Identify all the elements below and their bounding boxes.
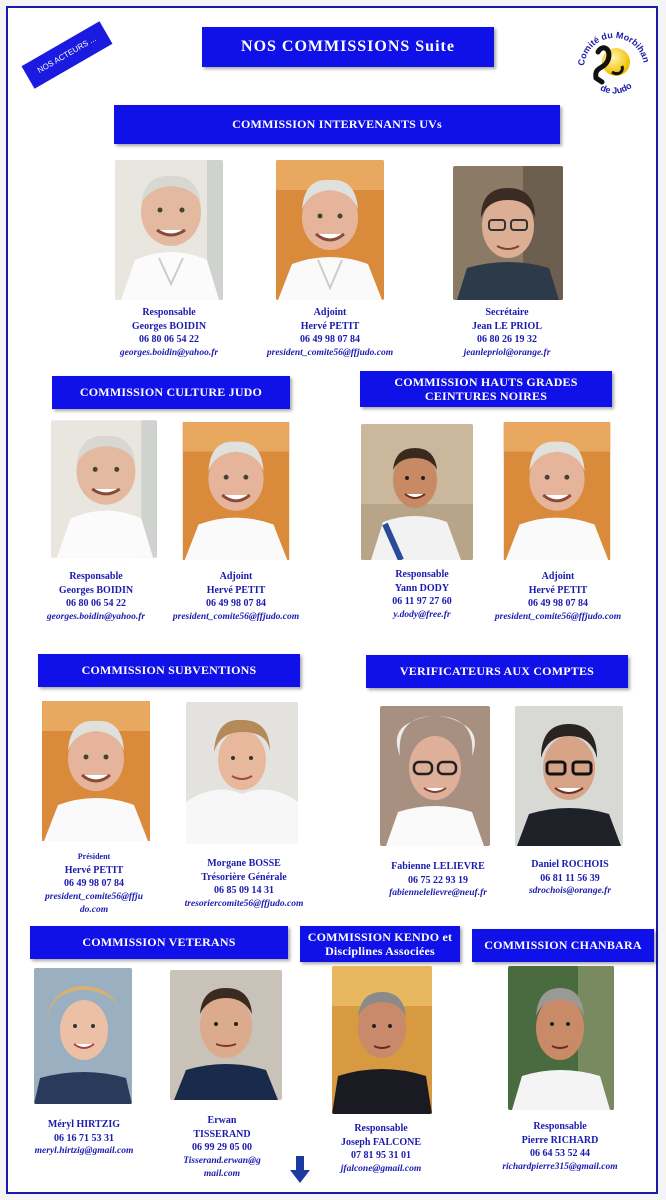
caption-uv-adjoint: Adjoint Hervé PETIT 06 49 98 07 84 president_comite56@ffjudo.com xyxy=(245,306,415,360)
nos-acteurs-badge[interactable]: NOS ACTEURS ... xyxy=(22,21,113,89)
caption-kendo-responsable: Responsable Joseph FALCONE 07 81 95 31 01 jfalcone@gmail.com xyxy=(316,1122,446,1176)
email-link[interactable]: mail.com xyxy=(203,1169,241,1179)
email-link[interactable]: y.dody@free.fr xyxy=(393,609,451,620)
page-title: NOS COMMISSIONS Suite xyxy=(202,27,494,67)
email-link[interactable]: georges.boidin@yahoo.fr xyxy=(46,611,146,622)
photo-fabienne-lelievre xyxy=(380,706,490,846)
svg-text:de Judo: de Judo xyxy=(598,80,634,96)
photo-jean-le-priol xyxy=(453,166,563,300)
caption-hg-responsable: Responsable Yann DODY 06 11 97 27 60 y.dody@free.fr xyxy=(350,568,494,622)
caption-uv-responsable: Responsable Georges BOIDIN 06 80 06 54 22 georges.boidin@yahoo.fr xyxy=(94,306,244,360)
photo-herve-petit-2 xyxy=(182,422,290,560)
photo-herve-petit xyxy=(276,160,384,300)
photo-georges-boidin-2 xyxy=(51,420,157,558)
photo-georges-boidin xyxy=(115,160,223,300)
photo-meryl-hirtzig xyxy=(34,968,132,1104)
commission-subventions-banner: COMMISSION SUBVENTIONS xyxy=(38,654,300,687)
photo-herve-petit-4 xyxy=(42,700,150,842)
photo-joseph-falcone xyxy=(332,966,432,1114)
caption-culture-adjoint: Adjoint Hervé PETIT 06 49 98 07 84 president_comite56@ffjudo.com xyxy=(156,570,316,624)
email-link[interactable]: do.com xyxy=(79,905,109,915)
caption-chanbara-responsable: Responsable Pierre RICHARD 06 64 53 52 44 richardpierre315@gmail.com xyxy=(480,1120,640,1174)
verificateurs-banner: VERIFICATEURS AUX COMPTES xyxy=(366,655,628,688)
photo-yann-dody xyxy=(361,424,473,560)
caption-culture-responsable: Responsable Georges BOIDIN 06 80 06 54 22 georges.boidin@yahoo.fr xyxy=(24,570,168,624)
email-link[interactable]: georges.boidin@yahoo.fr xyxy=(119,347,219,358)
caption-verificateur-1: Fabienne LELIEVRE 06 75 22 93 19 fabiennelelievre@neuf.fr xyxy=(368,860,508,901)
arrow-down-icon[interactable] xyxy=(288,1156,312,1184)
photo-daniel-rochois xyxy=(515,706,623,846)
email-link[interactable]: president_comite56@ffjudo.com xyxy=(266,347,394,358)
email-link[interactable]: jeanlepriol@orange.fr xyxy=(463,347,551,358)
caption-veteran-2: Erwan TISSERAND 06 99 29 05 00 Tisserand.erwan@g mail.com xyxy=(160,1114,284,1182)
caption-uv-secretaire: Secrétaire Jean LE PRIOL 06 80 26 19 32 jeanlepriol@orange.fr xyxy=(432,306,582,360)
caption-veteran-1: Méryl HIRTZIG 06 16 71 53 31 meryl.hirtzig@gmail.com xyxy=(14,1118,154,1159)
photo-erwan-tisserand xyxy=(170,970,282,1100)
email-link[interactable]: fabiennelelievre@neuf.fr xyxy=(389,888,487,898)
svg-text:Comité du Morbihan: Comité du Morbihan xyxy=(576,29,652,67)
email-link[interactable]: tresoriercomite56@ffjudo.com xyxy=(184,898,304,909)
email-link[interactable]: president_comite56@ffjudo.com xyxy=(494,611,622,622)
caption-verificateur-2: Daniel ROCHOIS 06 81 11 56 39 sdrochois@orange.fr xyxy=(500,858,640,899)
comite-logo-icon xyxy=(572,22,656,106)
email-link[interactable]: Tisserand.erwan@g xyxy=(183,1155,261,1166)
commission-hauts-grades-banner: COMMISSION HAUTS GRADES CEINTURES NOIRES xyxy=(360,371,612,407)
email-link[interactable]: president_comite56@ffju xyxy=(45,891,143,902)
email-link[interactable]: sdrochois@orange.fr xyxy=(528,886,612,896)
commission-chanbara-banner: COMMISSION CHANBARA xyxy=(472,929,654,962)
caption-hg-adjoint: Adjoint Hervé PETIT 06 49 98 07 84 president_comite56@ffjudo.com xyxy=(478,570,638,624)
email-link[interactable]: president_comite56@ffjudo.com xyxy=(172,611,300,622)
photo-morgane-bosse xyxy=(186,702,298,844)
caption-sub-tresoriere: Morgane BOSSE Trésorière Générale 06 85 09 14 31 tresoriercomite56@ffjudo.com xyxy=(168,857,320,911)
photo-pierre-richard xyxy=(508,966,614,1110)
email-link[interactable]: meryl.hirtzig@gmail.com xyxy=(34,1146,134,1156)
caption-sub-president: Président Hervé PETIT 06 49 98 07 84 president_comite56@ffju do.com xyxy=(26,850,162,918)
commission-kendo-banner: COMMISSION KENDO et Disciplines Associées xyxy=(300,926,460,962)
email-link[interactable]: richardpierre315@gmail.com xyxy=(502,1161,618,1172)
photo-herve-petit-3 xyxy=(503,422,611,560)
commission-veterans-banner: COMMISSION VETERANS xyxy=(30,926,288,959)
email-link[interactable]: jfalcone@gmail.com xyxy=(340,1163,422,1174)
commission-culture-banner: COMMISSION CULTURE JUDO xyxy=(52,376,290,409)
commission-intervenants-banner: COMMISSION INTERVENANTS UVs xyxy=(114,105,560,144)
